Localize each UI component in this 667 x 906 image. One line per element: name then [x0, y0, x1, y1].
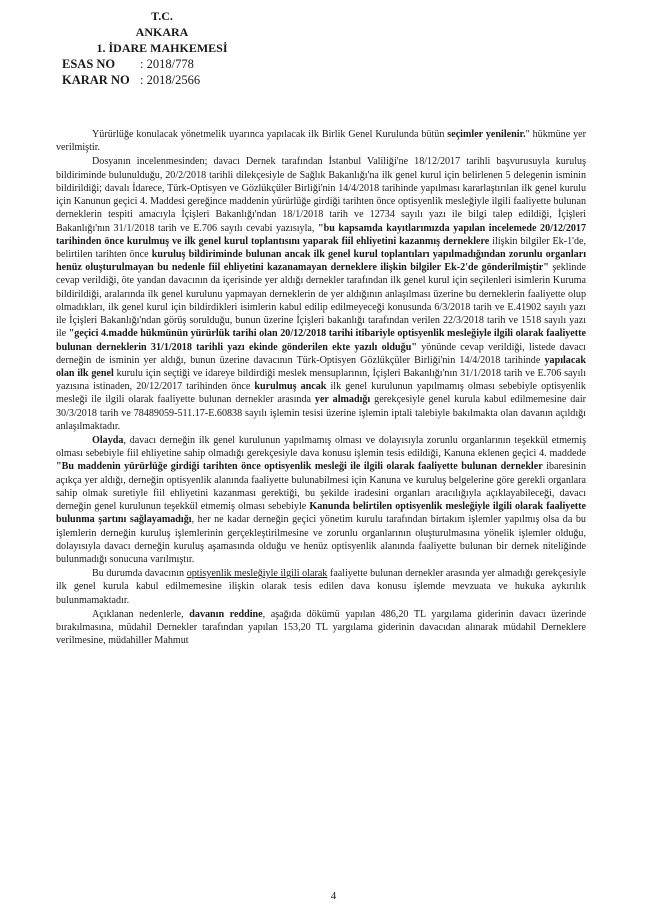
text-segment: " hükmüne yer verilmiştir. [56, 129, 586, 154]
text-segment: , aşağıda dökümü yapılan 486,20 TL yargılama giderinin davacı üzerinde bırakılmasına, müdahil Dernekler tarafından yapılan 153,20 TL yargılama giderinin davacıdan alınarak müdahil Derneklere verilmesine, müdahiller Mahmut [56, 608, 586, 647]
bold-segment: "Bu maddenin yürürlüğe girdiği tarihten önce optisyenlik mesleği ile ilgili olarak faaliyette bulunan dernekler [56, 461, 543, 473]
karar-value: : 2018/2566 [140, 73, 201, 87]
text-segment: ilişkin bilgiler Ek-1'de, belirtilen tarihten önce [56, 235, 587, 260]
paragraph-regulation [56, 128, 586, 154]
esas-value: : 2018/778 [140, 57, 194, 71]
city-label: ANKARA [135, 25, 189, 39]
text-segment: Bu durumda davacının [92, 568, 187, 580]
text-segment: Yürürlüğe konulacak yönetmelik uyarınca yapılacak ilk Birlik Genel Kurulunda bütün [92, 129, 448, 140]
text-segment: , davacı derneğin ilk genel kurulunun yapılmamış olması ve dolayısıyla zorunlu organlarının teşekkül etmemiş olması sebebiyle fiil ehliyetine sahip olmadığı gerekçesiyle dava konusu işlemin tesis edildiği, Kanuna eklenen geçici 4. maddede [56, 435, 586, 460]
esas-row [62, 56, 262, 72]
bold-segment: Kanunda belirtilen optisyenlik mesleğiyle ilgili olarak faaliyette bulunma şartını sağlayamadığı [56, 501, 587, 526]
esas-label: ESAS NO [62, 57, 116, 71]
paragraph-case-review [56, 155, 586, 433]
page-number: 4 [330, 890, 337, 902]
text-segment: Dosyanın incelenmesinden; davacı Dernek tarafından İstanbul Valiliği'ne 18/12/2017 tarihli başvurusuyla kuruluş bildiriminde bulunulduğu, 20/2/2018 tarihli dilekçesiyle de Sağlık Bakanlığı'na ilk genel kurul için belirlenen 5 delegenin isminin bildirildiği; davalı İdarece, Türk-Optisyen ve Gözlükçüler Birliği'nin 14/4/2018 tarihinde yapılması kararlaştırılan ilk genel kurulu için Kanunun geçici 4. Maddesi gereğince maddenin yürürlüğe girdiği tarihten önce optisyenlik mesleğiyle ilgili faaliyette bulunan derneklerin tespiti amacıyla İçişleri Bakanlığı'ndan 18/1/2018 tarih ve 12734 sayılı yazı ile bilgi talep edildiği, İçişleri Bakanlığı'nın 31/1/2018 tarih ve E.706 sayılı cevabi yazısıyla, [56, 156, 586, 234]
text-segment: ibaresinin açıkça yer aldığı, derneğin optisyenlik alanında faaliyette bulunabilmesi için Kanuna ve kuruluş belgelerine göre gerekli organlara sahip olmak suretiyle fiil ehliyetini kazanması gerektiği, bu şekilde iradesini organları aracılığıyla açıklayabileceği, davacı derneğin genel kurulunun teşekkül etmemiş olması sebebiyle [56, 461, 586, 513]
underlined-segment: optisyenlik mesleğiyle ilgili olarak [186, 568, 328, 580]
bold-segment: yer almadığı [314, 394, 371, 406]
bold-segment: yapılacak olan ilk genel [56, 354, 586, 379]
bold-segment: "geçici 4.madde hükmünün yürürlük tarihi olan 20/12/2018 tarihi itibariyle optisyenlik mesleğiyle ilgili olarak faaliyette bulunan derneklerin 31/1/2018 tarihli yazı ekinde gönderilen ekte yazılı olduğu" [56, 328, 586, 353]
text-segment: ilk genel kurulunun yapılmamış olması sebebiyle optisyenlik mesleği ile ilgili olarak faaliyette bulunan dernekler arasında [56, 381, 586, 406]
text-segment: kurulu için seçtiği ve idareye bildirdiği meslek mensuplarının, İçişleri Bakanlığı'nın 31/1/2018 tarih ve E.706 sayılı yazısına istinaden, 20/12/2017 tarihinden önce [56, 367, 586, 393]
text-segment: , her ne kadar derneğin geçici yönetim kurulu tarafından birtakım işlemler yapılmış olsa da bu işlemlerin derneğin kuruluş işlemlerinin gerçekleştirilmesine ve zorunlu organlarının oluşturulmasına yönelik işlemler olduğu, dolayısıyla davacı derneğin kuruluş aşamasında olduğu ve henüz optisyenlik alanında faaliyette bulunan bir dernek niteliğinde bulunmadığı sonucuna varılmıştır. [56, 514, 586, 565]
paragraph-assessment [56, 434, 586, 566]
karar-label: KARAR NO [62, 73, 130, 87]
bold-segment: davanın reddine [189, 608, 263, 620]
republic-label: T.C. [151, 9, 173, 23]
bold-segment: "bu kapsamda kayıtlarımızda yapılan incelemede 20/12/2017 tarihinden önce kurulmuş ve ilk genel kurul toplantısını yaparak fiil ehliyetini kazanmış derneklere [56, 222, 587, 247]
karar-row [62, 72, 262, 88]
text-segment: yönünde cevap verildiği, listede davacı derneğin de isminin yer aldığı, bunun üzerine davacının Türk-Optisyen Gözlükçüler Birliği'nin 14/4/2018 tarihinde [56, 341, 586, 366]
text-segment: faaliyette bulunan dernekler arasında yer almadığı gerekçesiyle ilk genel kurula kabul edilmemesine ilişkin olarak tesis edilen dava konusu işlemde mevzuata ve hukuka aykırılık bulunmamaktadır. [56, 568, 586, 606]
bold-segment: kurulmuş ancak [254, 381, 327, 393]
paragraph-ruling [56, 608, 586, 648]
bold-segment: seçimler yenilenir. [447, 129, 526, 140]
court-name: 1. İDARE MAHKEMESİ [96, 41, 228, 55]
text-segment: gerekçesiyle genel kurula kabul edilmemesine dair 30/3/2018 tarih ve 78489059-511.17-E.60838 sayılı işlemin tesisi üzerine işlemin iptali talebiyle bakılmakta olan davanın açıldığı anlaşılmaktadır. [56, 394, 586, 432]
text-segment: Açıklanan nedenlerle, [92, 608, 190, 620]
bold-segment: Olayda [92, 435, 124, 447]
text-segment: şeklinde cevap verildiği, öte yandan davacının da içerisinde yer aldığı dernekler tarafından ilk genel kurul için seçilenleri isimlerin Kuruma bildirildiği, aralarında ilk genel kurulunu yapmayan derneklerin de yer aldığının anlaşılması üzerine bu derneklerin faaliyette olup olmadıkları, ilk genel kurul için bildirdikleri isimlerin kabul edilip edilmeyeceği konusunda 6/3/2018 tarih ve E.41902 sayılı yazı ile İçişleri Bakanlığı'ndan görüş sorulduğu, bunun üzerine İçişleri bakanlığı tarafından verilen 22/3/2018 tarih ve 1518 sayılı yazı ile [56, 262, 586, 340]
decision-body [56, 128, 586, 649]
court-header [62, 8, 262, 88]
bold-segment: kuruluş bildiriminde bulunan ancak ilk genel kurul toplantıları yapılmadığından zorunlu organları henüz oluşturulmayan bu nedenle fiil ehliyetini kazanamayan derneklere ilişkin bilgiler Ek-2'de gönderilmiştir" [56, 248, 586, 274]
paragraph-conclusion [56, 567, 586, 607]
